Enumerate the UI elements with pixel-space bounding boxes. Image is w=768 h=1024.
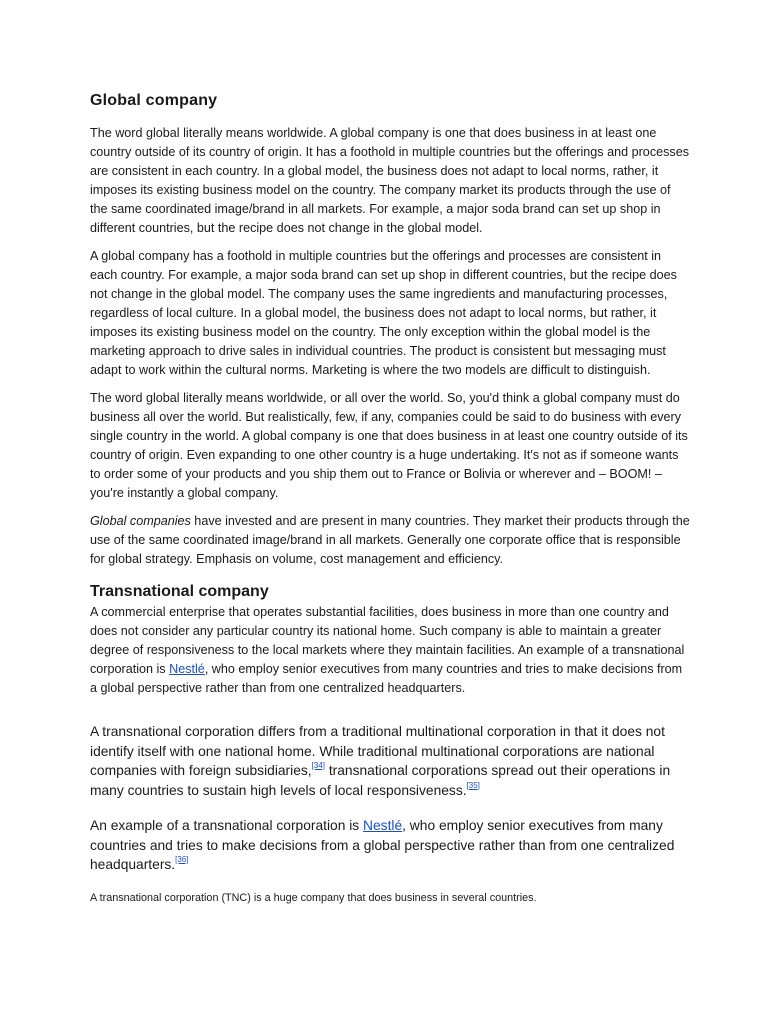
global-paragraph-3: The word global literally means worldwide, or all over the world. So, you'd think a global company must do business all over the world. But realistically, few, if any, companies could be said to do business with every single country in the world. A global company is one that does business in at least one country outside of its country of origin. Even expanding to one other country is a huge undertaking. It's not as if someone wants to order some of your products and you ship them out to France or Bolivia or wherever and – BOOM! – you're instantly a global company. — [90, 391, 688, 500]
citation-35-link[interactable]: [35] — [466, 780, 480, 790]
transnational-p3-text-b: , who employ senior executives from many countries and tries to make decisions from a global perspective rather than from one centralized headquarters. — [90, 818, 675, 872]
transnational-company-heading: Transnational company — [90, 583, 269, 600]
citation-35 — [467, 781, 480, 790]
transnational-p3-text-a: An example of a transnational corporation is — [90, 818, 364, 833]
citation-36-link[interactable]: [36] — [175, 855, 189, 864]
global-paragraph-2: A global company has a foothold in multiple countries but the offerings and processes are consistent in each country. For example, a major soda brand can set up shop in different countries, but the recipe does not change in the global model. The company uses the same ingredients and manufacturing processes, regardless of local culture. In a global model, the business does not adapt to local norms, but rather, it imposes its existing business model on the country. The only exception within the global model is the marketing approach to drive sales in individual countries. The product is consistent but messaging must adapt to work within the cultural norms. Marketing is where the two models are difficult to distinguish. — [90, 249, 677, 377]
global-company-heading: Global company — [90, 92, 218, 109]
global-paragraph-1: The word global literally means worldwide. A global company is one that does business in at least one country outside of its country of origin. It has a foothold in multiple countries but the offerings and processes are consistent in each country. In a global model, the business does not adapt to local norms, rather, it imposes its existing business model on the country. The company market its products through the use of the same coordinated image/brand in all markets. For example, a major soda brand can set up shop in different countries, but the recipe does not change in the global model. — [90, 126, 690, 235]
citation-36 — [175, 855, 188, 864]
global-paragraph-4 — [90, 512, 690, 569]
transnational-paragraph-1 — [90, 603, 690, 698]
global-paragraph-4-text: have invested and are present in many countries. They market their products through the use of the same coordinated image/brand in all markets. Generally one corporate office that is responsible for global strategy. Emphasis on volume, cost management and efficiency. — [90, 514, 690, 566]
transnational-paragraph-3 — [90, 816, 690, 875]
global-companies-emphasis: Global companies — [90, 514, 191, 528]
transnational-paragraph-2 — [90, 722, 690, 800]
transnational-p1-text-b: , who employ senior executives from many countries and tries to make decisions from a global perspective rather than from one centralized headquarters. — [90, 662, 683, 695]
transnational-p2-text-b: transnational corporations spread out their operations in many countries to sustain high levels of local responsiveness. — [90, 763, 671, 798]
transnational-p2-text-a: A transnational corporation differs from a traditional multinational corporation in that it does not identify itself with one national home. While traditional multinational corporations are national companies with foreign subsidiaries, — [90, 724, 665, 778]
transnational-paragraph-4: A transnational corporation (TNC) is a huge company that does business in several countries. — [90, 891, 537, 904]
nestle-link[interactable]: Nestlé — [169, 662, 205, 676]
transnational-p1-text-a: A commercial enterprise that operates substantial facilities, does business in more than one country and does not consider any particular country its national home. Such company is able to maintain a greater degree of responsiveness to the local markets where they maintain facilities. An example of a transnational corporation is — [90, 605, 685, 676]
page-content — [90, 92, 690, 906]
citation-34-link[interactable]: [34] — [311, 761, 325, 770]
citation-34 — [312, 761, 325, 770]
nestle-link-2[interactable]: Nestlé — [363, 818, 403, 833]
